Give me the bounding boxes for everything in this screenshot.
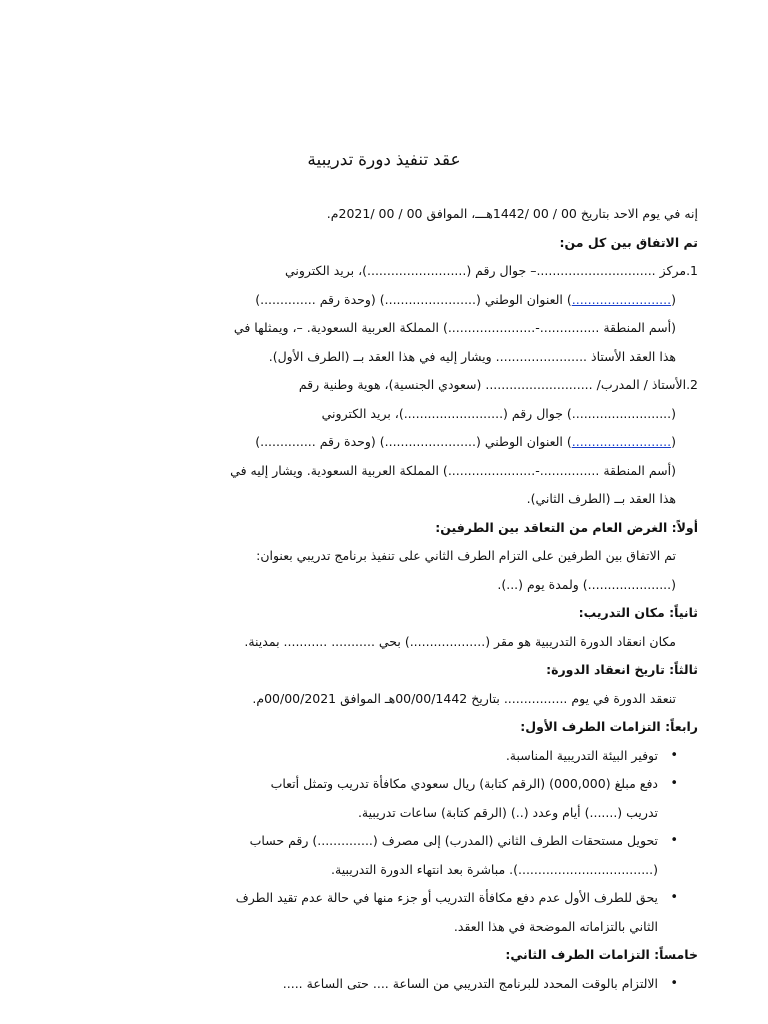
paragraph-line: (.........................) جوال رقم (.........................)، بريد الكتروني xyxy=(321,405,676,421)
paragraph-line xyxy=(70,428,698,457)
numbered-party-line: 1.مركز ..............................– جوال رقم (.........................)، بريد الكتروني xyxy=(284,263,698,278)
bullet-continuation: تدريب (.......) أيام وعدد (..) (الرقم كتابة) ساعات تدريبية. xyxy=(357,804,658,820)
bullet-continuation: (..................................). مباشرة بعد انتهاء الدورة التدريبية. xyxy=(331,861,658,877)
section-heading: خامساً: التزامات الطرف الثاني: xyxy=(505,947,698,962)
paragraph-line: (أسم المنطقة ...............-......................) المملكة العربية السعودية. –، ويمثلها في xyxy=(233,320,676,335)
bullet-item: • دفع مبلغ (000,000) (الرقم كتابة) ريال سعودي مكافأة تدريب وتمثل أتعاب xyxy=(70,770,698,799)
line-text: ) العنوان الوطني (.......................) (وحدة رقم ..............) xyxy=(255,434,572,449)
paragraph-line: مكان انعقاد الدورة التدريبية هو مقر (...................) بحي ........... ........... بمدينة. xyxy=(244,633,676,649)
paragraph-line: إنه في يوم الاحد بتاريخ 00 / 00 /1442هـــ، الموافق 00 / 00 /2021م. xyxy=(326,206,698,221)
bullet-item: • توفير البيئة التدريبية المناسبة. xyxy=(70,742,698,771)
paragraph-line: هذا العقد بــ (الطرف الثاني). xyxy=(526,491,676,506)
line-text: ( xyxy=(671,434,676,449)
paragraph-line: (أسم المنطقة ...............-......................) المملكة العربية السعودية. ويشار إليه في xyxy=(230,462,676,478)
bullet-item: • تحويل مستحقات الطرف الثاني (المدرب) إلى مصرف (..............) رقم حساب xyxy=(70,827,698,856)
email-link-placeholder[interactable]: ......................... xyxy=(571,291,672,307)
paragraph-line: تم الاتفاق بين الطرفين على التزام الطرف الثاني على تنفيذ برنامج تدريبي بعنوان: xyxy=(256,548,676,563)
bullet-item: • يحق للطرف الأول عدم دفع مكافأة التدريب أو جزء منها في حالة عدم تقيد الطرف xyxy=(70,884,698,913)
paragraph-line: تنعقد الدورة في يوم ................ بتاريخ 00/00/1442هـ الموافق 00/00/2021م. xyxy=(252,690,676,706)
numbered-party-line: 2.الأستاذ / المدرب/ ........................... (سعودي الجنسية)، هوية وطنية رقم xyxy=(298,377,698,392)
section-heading: أولاً: الغرض العام من التعاقد بين الطرفين: xyxy=(435,519,698,535)
bullet-continuation: الثاني بالتزاماته الموضحة في هذا العقد. xyxy=(453,918,658,934)
section-heading: رابعاً: التزامات الطرف الأول: xyxy=(520,719,698,734)
paragraph-line: هذا العقد الأستاذ ....................... ويشار إليه في هذا العقد بــ (الطرف الأول). xyxy=(268,348,676,364)
section-heading: ثانياً: مكان التدريب: xyxy=(578,605,698,620)
paragraph-line xyxy=(70,286,698,315)
document-body xyxy=(70,200,698,998)
line-text: ) العنوان الوطني (.......................) (وحدة رقم ..............) xyxy=(255,291,572,307)
section-heading: تم الاتفاق بين كل من: xyxy=(559,234,698,250)
email-link-placeholder[interactable]: ......................... xyxy=(571,434,672,449)
section-heading: ثالثاً: تاريخ انعقاد الدورة: xyxy=(546,662,698,677)
paragraph-line: (.....................) ولمدة يوم (...). xyxy=(497,576,676,592)
document-title: عقد تنفيذ دورة تدريبية xyxy=(307,150,461,169)
bullet-item: • الالتزام بالوقت المحدد للبرنامج التدريبي من الساعة .... حتى الساعة ..... xyxy=(70,970,698,999)
line-text: ( xyxy=(671,291,676,307)
